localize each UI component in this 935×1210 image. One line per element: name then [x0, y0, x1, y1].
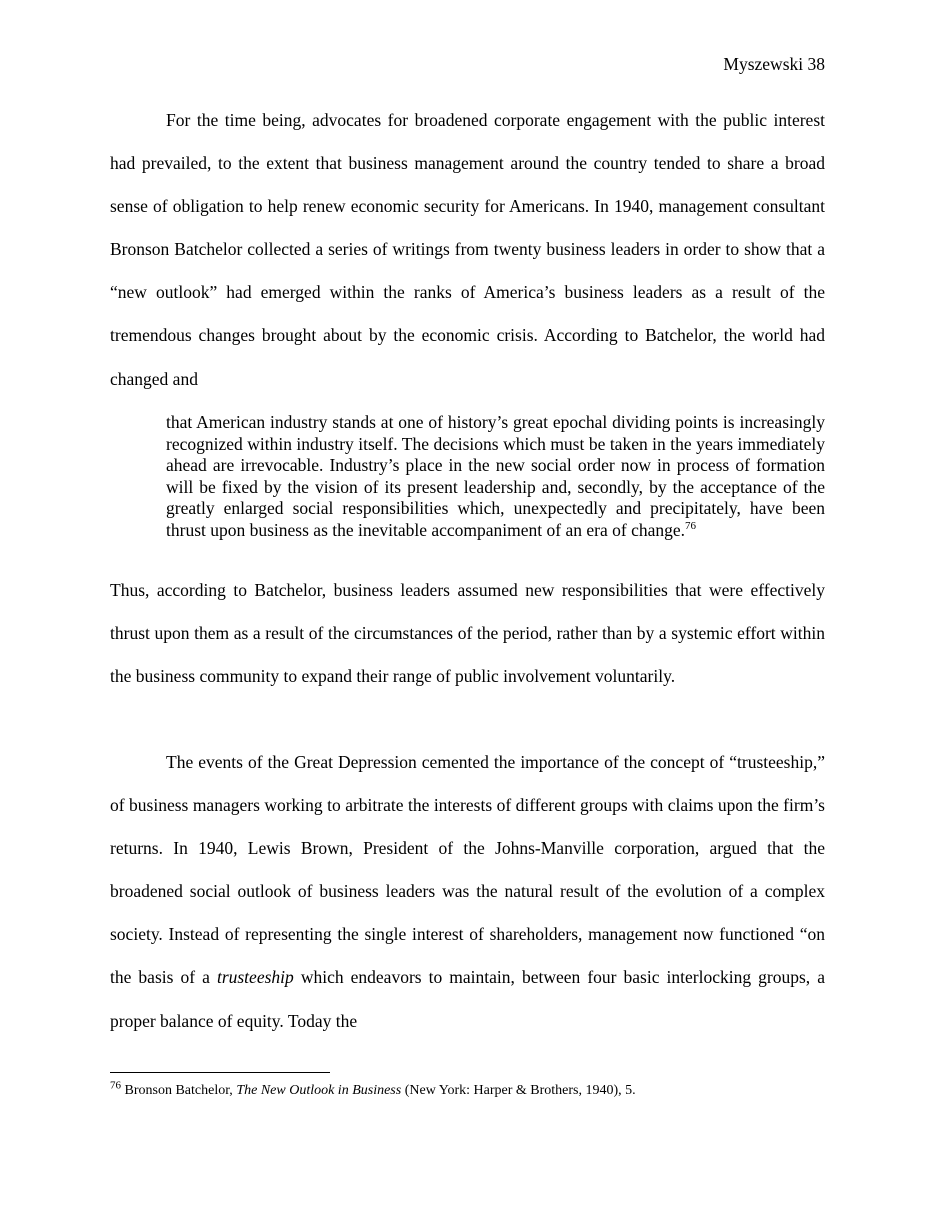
- footnote-number: 76: [110, 1079, 121, 1092]
- paragraph-3-text-before: The events of the Great Depression cemented the importance of the concept of “trusteeship,” of business managers working to arbitrate the interests of different groups with claims upon the firm’s returns. In 1940, Lewis Brown, President of the Johns-Manville corporation, argued that the broadened social outlook of business leaders was the natural result of the evolution of a complex society. Instead of representing the single interest of shareholders, management now functioned “on the basis of a: [110, 752, 825, 988]
- paragraph-1: [110, 99, 825, 401]
- footnote-reference[interactable]: 76: [685, 520, 697, 533]
- footnote-separator: [110, 1072, 330, 1073]
- paragraph-3-italic: trusteeship: [216, 967, 294, 988]
- paragraph-3: [110, 741, 825, 1043]
- paragraph-2: [110, 569, 825, 698]
- block-quote-text: that American industry stands at one of history’s great epochal dividing points is increasingly recognized within industry itself. The decisions which must be taken in the years immediately ahead are irrevocable. Industry’s place in the new social order now in process of formation will be fixed by the vision of its present leadership and, secondly, by the acceptance of the greatly enlarged social responsibilities which, unexpectedly and precipitately, have been thrust upon business as the inevitable accompaniment of an era of change.: [166, 412, 825, 540]
- footnote: [110, 1081, 825, 1101]
- footnote-rest: (New York: Harper & Brothers, 1940), 5.: [401, 1083, 636, 1098]
- paragraph-3-text-after: which endeavors to maintain, between four basic interlocking groups, a proper balance of equity. Today the: [110, 967, 825, 1031]
- footnote-title: The New Outlook in Business: [236, 1083, 402, 1098]
- running-header: Myszewski 38: [723, 54, 825, 74]
- paragraph-1-text: For the time being, advocates for broadened corporate engagement with the public interest had prevailed, to the extent that business management around the country tended to share a broad sense of obligation to help renew economic security for Americans. In 1940, management consultant Bronson Batchelor collected a series of writings from twenty business leaders in order to show that a “new outlook” had emerged within the ranks of America’s business leaders as a result of the tremendous changes brought about by the economic crisis. According to Batchelor, the world had changed and: [110, 110, 825, 389]
- block-quote: [166, 412, 825, 542]
- footnote-author: Bronson Batchelor,: [121, 1083, 237, 1098]
- paragraph-2-text: Thus, according to Batchelor, business leaders assumed new responsibilities that were effectively thrust upon them as a result of the circumstances of the period, rather than by a systemic effort within the business community to expand their range of public involvement voluntarily.: [110, 580, 825, 687]
